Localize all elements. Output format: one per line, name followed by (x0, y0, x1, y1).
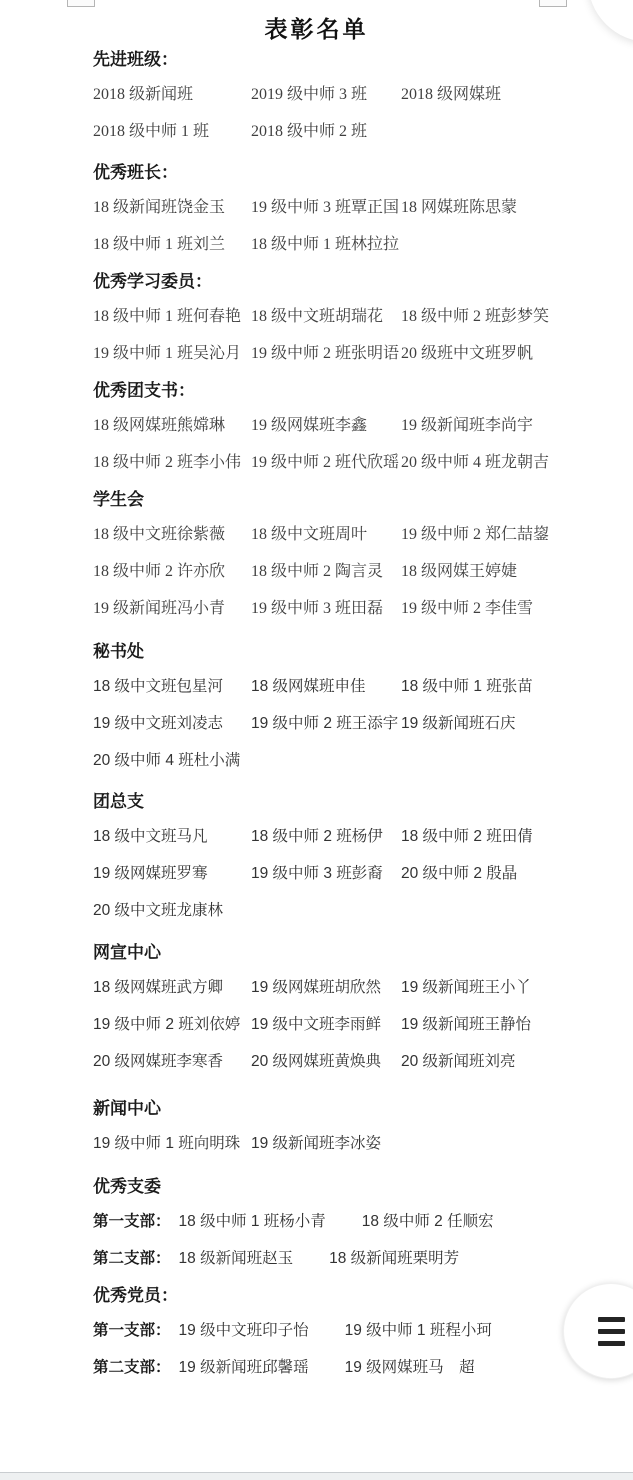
name-item: 19 级中师 2 班代欣瑶 (251, 454, 400, 471)
section-8 (93, 941, 603, 1073)
hamburger-menu-icon (598, 1317, 625, 1346)
name-row (93, 560, 603, 583)
name-item: 20 级新闻班刘亮 (401, 1053, 516, 1070)
name-item: 18 网媒班陈思蒙 (401, 199, 518, 216)
name-item: 20 级中文班龙康林 (93, 902, 224, 919)
name-item: 19 级网媒班胡欣然 (251, 979, 382, 996)
name-row (93, 1210, 603, 1233)
name-item: 19 级新闻班李尚宇 (401, 417, 534, 434)
name-item: 19 级新闻班李冰姿 (251, 1135, 382, 1152)
name-item: 18 级中师 2 班彭梦笑 (401, 308, 550, 325)
name-item: 18 级中师 1 班张苗 (401, 678, 533, 695)
section-heading: 学生会 (93, 490, 144, 509)
name-row (93, 233, 603, 256)
name-item: 19 级中文班李雨鲜 (251, 1016, 382, 1033)
name-row (93, 749, 603, 772)
section-11 (93, 1284, 603, 1379)
name-item: 19 级新闻班冯小青 (93, 600, 226, 617)
sections-container (0, 48, 633, 1379)
name-row (93, 1050, 603, 1073)
name-item: 2018 级中师 1 班 (93, 123, 210, 140)
section-10 (93, 1175, 603, 1270)
section-9 (93, 1097, 603, 1155)
section-heading: 网宣中心 (93, 943, 161, 962)
name-item: 19 级中师 2 李佳雪 (401, 600, 534, 617)
section-4 (93, 379, 603, 474)
section-heading: 优秀党员： (93, 1286, 178, 1305)
name-item: 18 级中文班包星河 (93, 678, 224, 695)
name-row (93, 196, 603, 219)
name-item: 20 级网媒班黄焕典 (251, 1053, 382, 1070)
page-separator (0, 1472, 633, 1480)
name-item: 2018 级网媒班 (401, 86, 502, 103)
name-item: 19 级新闻班王静怡 (401, 1016, 532, 1033)
name-row (93, 83, 603, 106)
name-item: 19 级中师 2 班刘依婷 (93, 1016, 241, 1033)
name-item: 18 级中文班胡瑞花 (251, 308, 384, 325)
name-item: 18 级中师 2 班李小伟 (93, 454, 242, 471)
name-item: 18 级中文班周叶 (251, 526, 368, 543)
name-item: 18 级网媒班武方卿 (93, 979, 224, 996)
name-row (93, 1319, 603, 1342)
name-row (93, 712, 603, 735)
name-row (93, 862, 603, 885)
name-item: 19 级新闻班邱馨瑶 (178, 1359, 309, 1376)
name-item: 19 级网媒班马 超 (344, 1359, 475, 1376)
name-item: 20 级中师 2 殷晶 (401, 865, 518, 882)
branch-label: 第一支部： (93, 1322, 171, 1339)
name-row (93, 675, 603, 698)
section-5 (93, 488, 603, 620)
name-row (93, 1013, 603, 1036)
section-3 (93, 270, 603, 365)
name-item: 2019 级中师 3 班 (251, 86, 368, 103)
page-edge-mark-left (67, 0, 95, 7)
name-item: 18 级中师 1 班林拉拉 (251, 236, 400, 253)
name-item: 19 级新闻班王小丫 (401, 979, 532, 996)
section-heading: 优秀班长： (93, 163, 178, 182)
section-1 (93, 48, 603, 143)
section-heading: 优秀团支书： (93, 381, 195, 400)
name-row (93, 976, 603, 999)
name-item: 20 级班中文班罗帆 (401, 345, 534, 362)
name-item: 18 级中师 1 班刘兰 (93, 236, 226, 253)
section-heading: 团总支 (93, 792, 144, 811)
name-item: 18 级中文班马凡 (93, 828, 208, 845)
name-item: 18 级中师 1 班杨小青 (178, 1213, 326, 1230)
name-item: 18 级网媒班熊嫦琳 (93, 417, 226, 434)
name-item: 19 级中师 1 班程小珂 (344, 1322, 492, 1339)
name-row (93, 342, 603, 365)
name-row (93, 305, 603, 328)
name-item: 18 级网媒班申佳 (251, 678, 366, 695)
name-item: 19 级中师 3 班彭裔 (251, 865, 383, 882)
section-heading: 优秀学习委员： (93, 272, 212, 291)
name-item: 19 级中师 1 班吴沁月 (93, 345, 242, 362)
branch-label: 第二支部： (93, 1359, 171, 1376)
name-item: 20 级网媒班李寒香 (93, 1053, 224, 1070)
section-heading: 优秀支委 (93, 1177, 161, 1196)
branch-label: 第一支部： (93, 1213, 171, 1230)
name-item: 18 级新闻班栗明芳 (329, 1250, 460, 1267)
section-7 (93, 790, 603, 922)
name-item: 19 级网媒班罗骞 (93, 865, 208, 882)
name-row (93, 523, 603, 546)
name-item: 19 级中师 2 郑仁喆鋆 (401, 526, 550, 543)
branch-label: 第二支部： (93, 1250, 171, 1267)
section-heading: 新闻中心 (93, 1099, 161, 1118)
name-item: 19 级中师 3 班田磊 (251, 600, 384, 617)
name-item: 19 级中师 2 班张明语 (251, 345, 400, 362)
name-item: 18 级中师 2 任顺宏 (361, 1213, 494, 1230)
name-item: 18 级中师 2 班田倩 (401, 828, 533, 845)
name-item: 18 级中文班徐紫薇 (93, 526, 226, 543)
name-row (93, 825, 603, 848)
section-heading: 先进班级： (93, 50, 178, 69)
name-item: 19 级中师 2 班王添宇 (251, 715, 399, 732)
name-row (93, 451, 603, 474)
name-item: 19 级中师 3 班覃正国 (251, 199, 400, 216)
name-item: 19 级网媒班李鑫 (251, 417, 368, 434)
name-row (93, 597, 603, 620)
name-item: 18 级新闻班饶金玉 (93, 199, 226, 216)
name-item: 19 级中文班刘凌志 (93, 715, 224, 732)
document-title: 表彰名单 (264, 17, 369, 42)
name-item: 18 级新闻班赵玉 (178, 1250, 294, 1267)
page-edge-mark-right (539, 0, 567, 7)
name-item: 20 级中师 4 班杜小满 (93, 752, 241, 769)
section-heading: 秘书处 (93, 642, 144, 661)
name-item: 19 级新闻班石庆 (401, 715, 516, 732)
name-item: 2018 级中师 2 班 (251, 123, 368, 140)
name-item: 18 级中师 2 许亦欣 (93, 563, 226, 580)
name-item: 19 级中文班印子怡 (178, 1322, 309, 1339)
name-item: 19 级中师 1 班向明珠 (93, 1135, 241, 1152)
section-2 (93, 161, 603, 256)
section-6 (93, 640, 603, 772)
name-row (93, 1356, 603, 1379)
name-row (93, 1247, 603, 1270)
name-item: 18 级网媒王婷婕 (401, 563, 518, 580)
name-item: 18 级中师 2 陶言灵 (251, 563, 384, 580)
name-row (93, 1132, 603, 1155)
name-item: 2018 级新闻班 (93, 86, 194, 103)
name-row (93, 120, 603, 143)
name-item: 18 级中师 1 班何春艳 (93, 308, 242, 325)
name-item: 18 级中师 2 班杨伊 (251, 828, 383, 845)
name-row (93, 414, 603, 437)
name-row (93, 899, 603, 922)
name-item: 20 级中师 4 班龙朝吉 (401, 454, 550, 471)
